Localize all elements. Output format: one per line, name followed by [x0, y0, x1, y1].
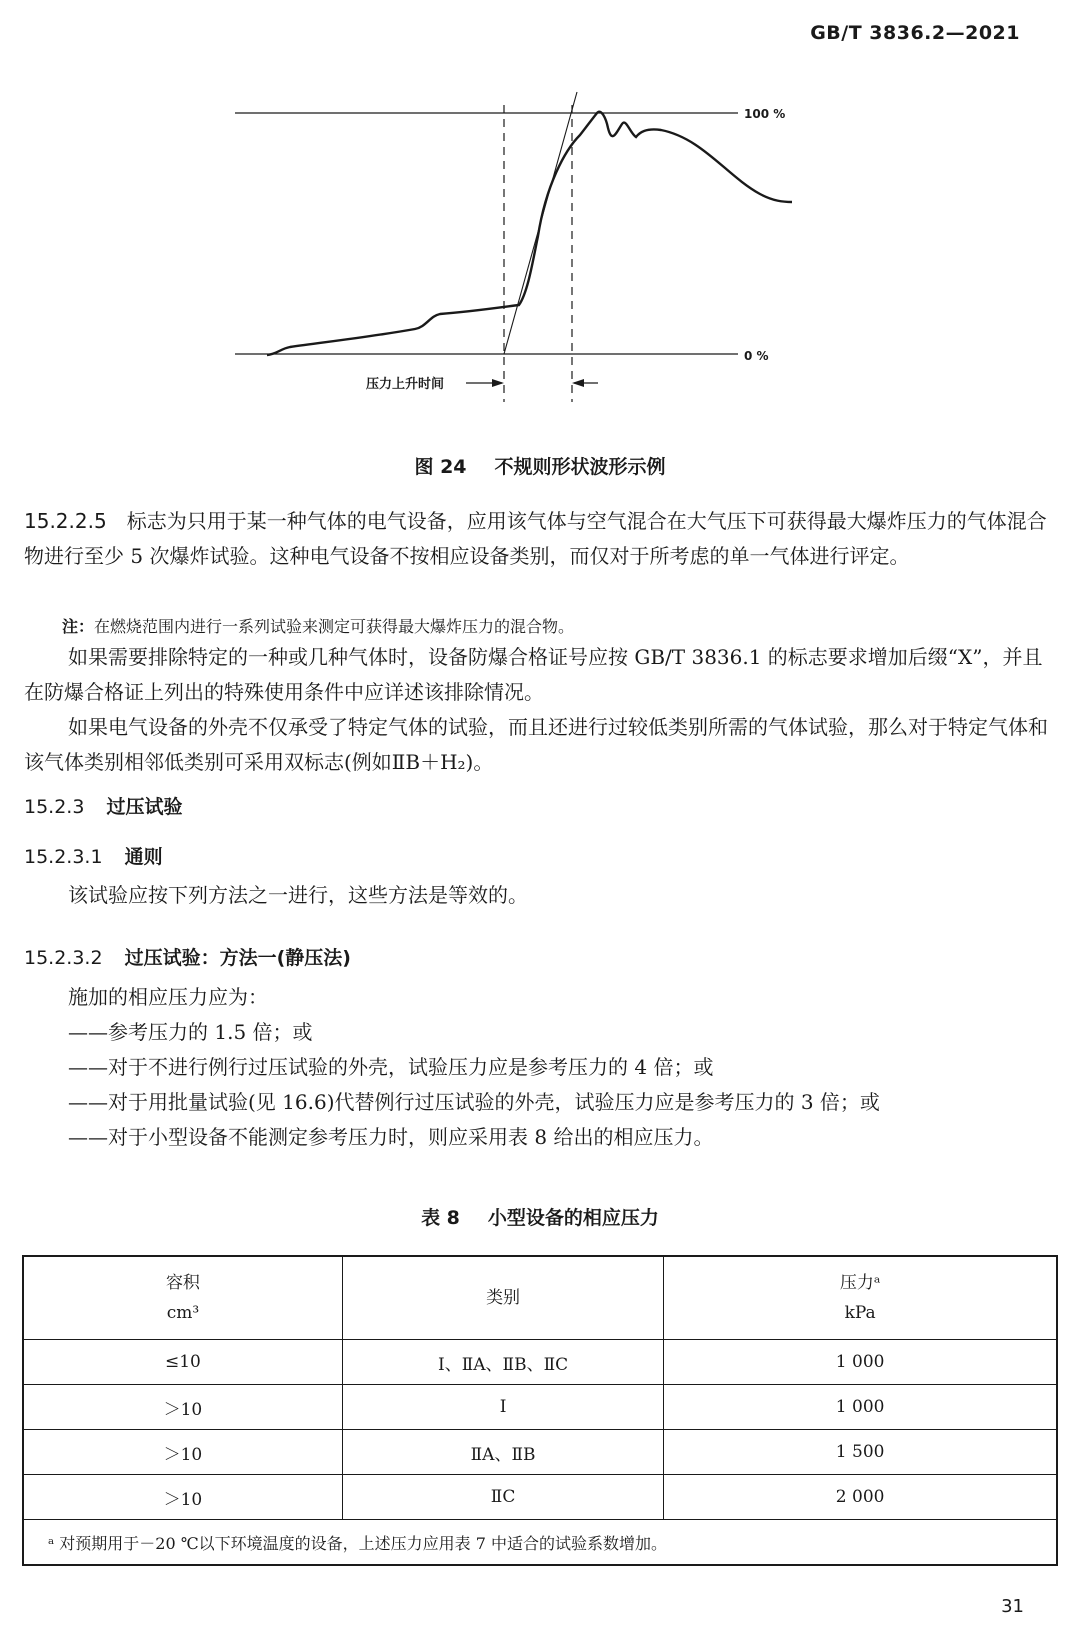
waveform-diagram: [230, 90, 850, 420]
list-item: ——对于小型设备不能测定参考压力时，则应采用表 8 给出的相应压力。: [68, 1125, 714, 1149]
cell-group: Ⅰ: [342, 1385, 663, 1430]
paragraph-applied-pressure: 施加的相应压力应为：: [68, 985, 268, 1009]
paragraph-methods: 该试验应按下列方法之一进行，这些方法是等效的。: [68, 883, 528, 907]
note: [62, 614, 574, 637]
header-group: 类别: [342, 1256, 663, 1340]
cell-volume: ＞10: [23, 1430, 342, 1475]
pressure-curve: [267, 112, 792, 355]
cell-pressure: 1 500: [664, 1430, 1057, 1475]
list-item: ——参考压力的 1.5 倍；或: [68, 1020, 313, 1044]
table-row: [23, 1430, 1057, 1475]
cell-group: ⅡA、ⅡB: [342, 1430, 663, 1475]
table-caption-number: 表 8: [421, 1207, 460, 1229]
cell-volume: ＞10: [23, 1475, 342, 1520]
heading-number: 15.2.3.2: [24, 947, 103, 969]
paragraph-exclusion: 如果需要排除特定的一种或几种气体时，设备防爆合格证号应按 GB/T 3836.1 的标志要求增加后缀“X”，并且在防爆合格证上列出的特殊使用条件中应详述该排除情况。: [24, 645, 1043, 704]
table-8: [22, 1255, 1058, 1566]
cell-pressure: 2 000: [664, 1475, 1057, 1520]
label-100-percent: 100 %: [744, 107, 786, 121]
heading-text: 过压试验: [106, 796, 183, 818]
header-pressure: [664, 1256, 1057, 1340]
header-volume-unit: cm³: [166, 1303, 200, 1323]
clause-text: 标志为只用于某一种气体的电气设备，应用该气体与空气混合在大气压下可获得最大爆炸压力的气体混合物进行至少 5 次爆炸试验。这种电气设备不按相应设备类别，而仅对于所考虑的单一气体进行评定。: [24, 509, 1047, 568]
cell-volume: ≤10: [23, 1340, 342, 1385]
heading-text: 通则: [124, 846, 163, 868]
clause-number: 15.2.2.5: [24, 509, 107, 533]
list-item: ——对于用批量试验(见 16.6)代替例行过压试验的外壳，试验压力应是参考压力的 3 倍；或: [68, 1090, 880, 1114]
heading-text: 过压试验：方法一(静压法): [124, 947, 351, 969]
header-volume: [23, 1256, 342, 1340]
table-header-row: [23, 1256, 1057, 1340]
table-row: [23, 1385, 1057, 1430]
cell-volume: ＞10: [23, 1385, 342, 1430]
cell-pressure: 1 000: [664, 1385, 1057, 1430]
standard-code: GB/T 3836.2—2021: [810, 22, 1020, 44]
heading-number: 15.2.3: [24, 796, 85, 818]
figure-caption: [0, 452, 1080, 479]
cell-pressure: 1 000: [664, 1340, 1057, 1385]
table-row: [23, 1475, 1057, 1520]
arrowhead-left-icon: [492, 379, 504, 387]
table-row: [23, 1340, 1057, 1385]
table-footnote: ᵃ 对预期用于－20 ℃以下环境温度的设备，上述压力应用表 7 中适合的试验系数增加。: [23, 1520, 1057, 1566]
header-pressure-unit: kPa: [844, 1303, 876, 1323]
table-caption-title: 小型设备的相应压力: [487, 1207, 659, 1229]
cell-group: Ⅰ、ⅡA、ⅡB、ⅡC: [342, 1340, 663, 1385]
figure-caption-number: 图 24: [414, 456, 467, 478]
heading-15-2-3: [24, 792, 182, 819]
header-pressure-label: 压力ᵃ: [839, 1273, 881, 1293]
heading-number: 15.2.3.1: [24, 846, 103, 868]
rise-time-label: 压力上升时间: [366, 377, 445, 392]
clause-15-2-2-5: [24, 504, 1058, 574]
arrowhead-right-icon: [572, 379, 584, 387]
page-number: 31: [1001, 1596, 1024, 1617]
note-label: 注：: [62, 617, 95, 636]
figure-caption-title: 不规则形状波形示例: [494, 456, 666, 478]
waveform-figure: [230, 90, 850, 420]
list-item: ——对于不进行例行过压试验的外壳，试验压力应是参考压力的 4 倍；或: [68, 1055, 714, 1079]
cell-group: ⅡC: [342, 1475, 663, 1520]
paragraph-dual-marking: 如果电气设备的外壳不仅承受了特定气体的试验，而且还进行过较低类别所需的气体试验，那么对于特定气体和该气体类别相邻低类别可采用双标志(例如ⅡB＋H₂)。: [24, 715, 1048, 774]
note-text: 在燃烧范围内进行一系列试验来测定可获得最大爆炸压力的混合物。: [94, 617, 575, 636]
heading-15-2-3-2: [24, 943, 351, 970]
pressure-list: [68, 1015, 880, 1155]
table-footnote-row: [23, 1520, 1057, 1566]
heading-15-2-3-1: [24, 842, 163, 869]
table-caption: [0, 1203, 1080, 1230]
header-volume-label: 容积: [165, 1273, 200, 1293]
label-0-percent: 0 %: [744, 349, 769, 363]
